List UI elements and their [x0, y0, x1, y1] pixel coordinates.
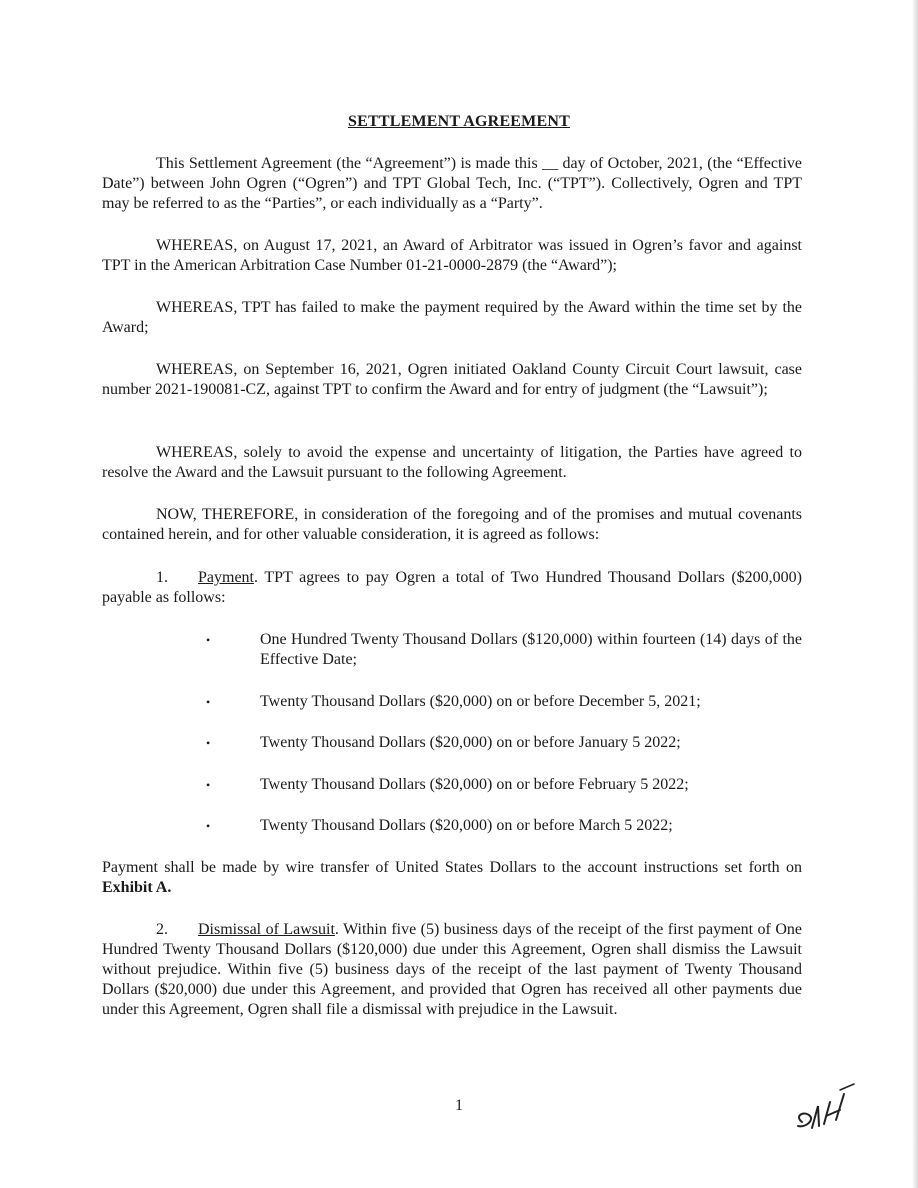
- payment-item-text: Twenty Thousand Dollars ($20,000) on or before February 5 2022;: [260, 776, 689, 793]
- whereas-paragraph-4: WHEREAS, solely to avoid the expense and uncertainty of litigation, the Parties have agreed to resolve the Award and the Lawsuit pursuant to the following Agreement.: [102, 444, 802, 481]
- page-number: 1: [455, 1097, 463, 1114]
- bullet-icon: •: [206, 819, 211, 833]
- now-therefore-paragraph: NOW, THEREFORE, in consideration of the foregoing and of the promises and mutual covenants contained herein, and for other valuable consideration, it is agreed as follows:: [102, 506, 802, 543]
- section-2-heading: Dismissal of Lawsuit: [198, 921, 335, 938]
- exhibit-a-reference: Exhibit A.: [102, 879, 172, 896]
- bullet-icon: •: [206, 695, 211, 709]
- scan-shadow-edge: [912, 0, 918, 1188]
- section-2-paragraph: [102, 920, 802, 1020]
- bullet-icon: •: [206, 633, 211, 647]
- whereas-paragraph-2: WHEREAS, TPT has failed to make the payment required by the Award within the time set by the Award;: [102, 299, 802, 336]
- whereas-paragraph-1: WHEREAS, on August 17, 2021, an Award of Arbitrator was issued in Ogren’s favor and against TPT in the American Arbitration Case Number 01-21-0000-2879 (the “Award”);: [102, 237, 802, 274]
- payment-item-text: Twenty Thousand Dollars ($20,000) on or before January 5 2022;: [260, 734, 681, 751]
- section-1-paragraph: [102, 568, 802, 608]
- bullet-icon: •: [206, 736, 211, 750]
- section-2-number: 2.: [156, 921, 168, 938]
- handwritten-initials: [788, 1080, 858, 1150]
- payment-item-text: One Hundred Twenty Thousand Dollars ($120,000) within fourteen (14) days of the Effective Date;: [260, 631, 802, 668]
- section-1-text: . TPT agrees to pay Ogren a total of Two Hundred Thousand Dollars ($200,000) payable as follows:: [102, 569, 802, 606]
- section-1-heading: Payment: [198, 569, 254, 586]
- payment-closing-paragraph: [102, 858, 802, 898]
- payment-closing-text: Payment shall be made by wire transfer of United States Dollars to the account instructions set forth on: [102, 859, 802, 876]
- intro-paragraph: This Settlement Agreement (the “Agreement”) is made this __ day of October, 2021, (the “Effective Date”) between John Ogren (“Ogren”) and TPT Global Tech, Inc. (“TPT”). Collectively, Ogren and TPT may be referred to as the “Parties”, or each individually as a “Party”.: [102, 155, 802, 212]
- document-title: SETTLEMENT AGREEMENT: [348, 113, 570, 130]
- section-2-text: . Within five (5) business days of the receipt of the first payment of One Hundred Twenty Thousand Dollars ($120,000) due under this Agreement, Ogren shall dismiss the Lawsuit without prejudice. Within five (5) business days of the receipt of the last payment of Twenty Thousand Dollars ($20,000) due under this Agreement, and provided that Ogren has received all other payments due under this Agreement, Ogren shall file a dismissal with prejudice in the Lawsuit.: [102, 921, 802, 1018]
- whereas-paragraph-3: WHEREAS, on September 16, 2021, Ogren initiated Oakland County Circuit Court lawsuit, case number 2021-190081-CZ, against TPT to confirm the Award and for entry of judgment (the “Lawsuit”);: [102, 361, 802, 398]
- bullet-icon: •: [206, 778, 211, 792]
- payment-item-text: Twenty Thousand Dollars ($20,000) on or before March 5 2022;: [260, 817, 673, 834]
- section-1-number: 1.: [156, 569, 168, 586]
- payment-item-text: Twenty Thousand Dollars ($20,000) on or before December 5, 2021;: [260, 693, 701, 710]
